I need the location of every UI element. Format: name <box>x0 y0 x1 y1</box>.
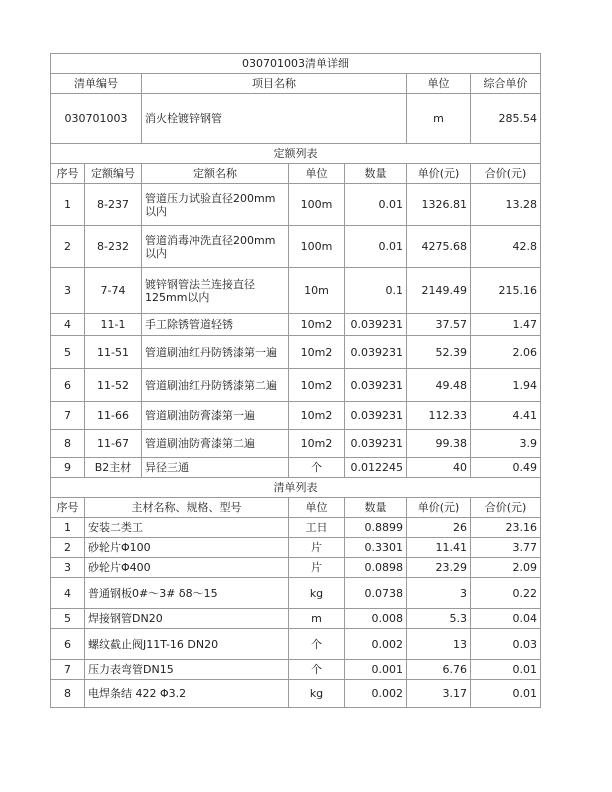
material-total: 0.01 <box>471 680 541 708</box>
quota-unit: 10m2 <box>289 369 345 402</box>
quota-row <box>51 268 541 314</box>
quota-price: 2149.49 <box>407 268 471 314</box>
quota-code: 11-66 <box>85 402 142 430</box>
quota-col-no: 序号 <box>51 164 85 184</box>
quota-qty: 0.039231 <box>345 430 407 458</box>
material-row <box>51 629 541 660</box>
quota-unit: 100m <box>289 226 345 268</box>
quota-total: 215.16 <box>471 268 541 314</box>
quota-unit: 个 <box>289 458 345 478</box>
material-row-no: 8 <box>51 680 85 708</box>
quota-name: 异径三通 <box>142 458 289 478</box>
quota-row-no: 5 <box>51 336 85 369</box>
material-qty: 0.001 <box>345 660 407 680</box>
table-body <box>51 54 541 708</box>
material-name: 焊接钢管DN20 <box>85 609 289 629</box>
quota-unit: 10m2 <box>289 402 345 430</box>
material-qty: 0.0738 <box>345 578 407 609</box>
quota-price: 37.57 <box>407 314 471 336</box>
material-price: 5.3 <box>407 609 471 629</box>
material-unit: 个 <box>289 660 345 680</box>
quota-row <box>51 402 541 430</box>
quota-col-qty: 数量 <box>345 164 407 184</box>
quota-code: 7-74 <box>85 268 142 314</box>
bill-detail-sheet <box>50 53 540 708</box>
materials-section-title: 清单列表 <box>51 478 541 498</box>
quota-price: 52.39 <box>407 336 471 369</box>
material-row <box>51 660 541 680</box>
quota-name: 管道刷油红丹防锈漆第二遍 <box>142 369 289 402</box>
quota-col-name: 定额名称 <box>142 164 289 184</box>
unit-price-value: 285.54 <box>471 94 541 144</box>
quota-unit: 10m <box>289 268 345 314</box>
quota-total: 13.28 <box>471 184 541 226</box>
quota-row-no: 6 <box>51 369 85 402</box>
quota-price: 112.33 <box>407 402 471 430</box>
material-row <box>51 538 541 558</box>
material-unit: 个 <box>289 629 345 660</box>
material-total: 3.77 <box>471 538 541 558</box>
material-price: 11.41 <box>407 538 471 558</box>
quota-unit: 10m2 <box>289 430 345 458</box>
header-label-row <box>51 74 541 94</box>
quota-qty: 0.012245 <box>345 458 407 478</box>
quota-col-total: 合价(元) <box>471 164 541 184</box>
quota-price: 99.38 <box>407 430 471 458</box>
quota-unit: 100m <box>289 184 345 226</box>
material-row-no: 5 <box>51 609 85 629</box>
material-price: 3 <box>407 578 471 609</box>
quota-column-header-row <box>51 164 541 184</box>
quota-col-price: 单价(元) <box>407 164 471 184</box>
title-row <box>51 54 541 74</box>
quota-col-unit: 单位 <box>289 164 345 184</box>
material-unit: 片 <box>289 538 345 558</box>
quota-total: 4.41 <box>471 402 541 430</box>
quota-price: 4275.68 <box>407 226 471 268</box>
quota-row-no: 8 <box>51 430 85 458</box>
material-qty: 0.3301 <box>345 538 407 558</box>
quota-section-title: 定额列表 <box>51 144 541 164</box>
quota-row-no: 4 <box>51 314 85 336</box>
quota-code: B2主材 <box>85 458 142 478</box>
material-total: 0.22 <box>471 578 541 609</box>
quota-code: 11-52 <box>85 369 142 402</box>
material-row <box>51 578 541 609</box>
quota-qty: 0.1 <box>345 268 407 314</box>
bill-code-label: 清单编号 <box>51 74 142 94</box>
material-row-no: 3 <box>51 558 85 578</box>
quota-code: 11-51 <box>85 336 142 369</box>
quota-row <box>51 226 541 268</box>
material-row-no: 4 <box>51 578 85 609</box>
quota-total: 0.49 <box>471 458 541 478</box>
quota-qty: 0.039231 <box>345 402 407 430</box>
quota-total: 42.8 <box>471 226 541 268</box>
quota-unit: 10m2 <box>289 314 345 336</box>
quota-price: 40 <box>407 458 471 478</box>
material-col-qty: 数量 <box>345 498 407 518</box>
material-qty: 0.002 <box>345 680 407 708</box>
quota-code: 8-237 <box>85 184 142 226</box>
materials-section-row <box>51 478 541 498</box>
material-qty: 0.002 <box>345 629 407 660</box>
material-total: 0.01 <box>471 660 541 680</box>
material-price: 26 <box>407 518 471 538</box>
quota-qty: 0.039231 <box>345 369 407 402</box>
quota-price: 1326.81 <box>407 184 471 226</box>
quota-total: 2.06 <box>471 336 541 369</box>
bill-detail-table <box>50 53 541 708</box>
material-name: 压力表弯管DN15 <box>85 660 289 680</box>
material-total: 0.04 <box>471 609 541 629</box>
material-col-name: 主材名称、规格、型号 <box>85 498 289 518</box>
material-qty: 0.008 <box>345 609 407 629</box>
material-total: 23.16 <box>471 518 541 538</box>
material-price: 13 <box>407 629 471 660</box>
material-unit: m <box>289 609 345 629</box>
quota-row <box>51 458 541 478</box>
quota-col-code: 定额编号 <box>85 164 142 184</box>
material-qty: 0.0898 <box>345 558 407 578</box>
material-name: 普通钢板0#～3# δ8～15 <box>85 578 289 609</box>
material-price: 23.29 <box>407 558 471 578</box>
quota-row <box>51 430 541 458</box>
quota-name: 管道刷油红丹防锈漆第一遍 <box>142 336 289 369</box>
bill-code-value: 030701003 <box>51 94 142 144</box>
quota-price: 49.48 <box>407 369 471 402</box>
sheet-title: 030701003清单详细 <box>51 54 541 74</box>
quota-code: 8-232 <box>85 226 142 268</box>
material-price: 3.17 <box>407 680 471 708</box>
material-name: 安装二类工 <box>85 518 289 538</box>
quota-qty: 0.039231 <box>345 336 407 369</box>
material-total: 0.03 <box>471 629 541 660</box>
material-name: 螺纹截止阀J11T-16 DN20 <box>85 629 289 660</box>
material-row <box>51 609 541 629</box>
quota-row-no: 2 <box>51 226 85 268</box>
quota-row <box>51 314 541 336</box>
unit-label: 单位 <box>407 74 471 94</box>
material-row-no: 1 <box>51 518 85 538</box>
quota-row <box>51 184 541 226</box>
quota-code: 11-67 <box>85 430 142 458</box>
quota-name: 管道刷油防膏漆第二遍 <box>142 430 289 458</box>
material-row-no: 6 <box>51 629 85 660</box>
material-unit: 工日 <box>289 518 345 538</box>
material-total: 2.09 <box>471 558 541 578</box>
material-unit: 片 <box>289 558 345 578</box>
quota-code: 11-1 <box>85 314 142 336</box>
unit-value: m <box>407 94 471 144</box>
quota-qty: 0.01 <box>345 226 407 268</box>
header-value-row <box>51 94 541 144</box>
quota-row <box>51 336 541 369</box>
quota-row-no: 7 <box>51 402 85 430</box>
quota-name: 管道刷油防膏漆第一遍 <box>142 402 289 430</box>
quota-row-no: 1 <box>51 184 85 226</box>
quota-qty: 0.01 <box>345 184 407 226</box>
material-name: 电焊条结 422 Φ3.2 <box>85 680 289 708</box>
item-name-label: 项目名称 <box>142 74 407 94</box>
material-unit: kg <box>289 578 345 609</box>
quota-name: 管道消毒冲洗直径200mm以内 <box>142 226 289 268</box>
material-col-no: 序号 <box>51 498 85 518</box>
quota-name: 手工除锈管道轻锈 <box>142 314 289 336</box>
material-row <box>51 558 541 578</box>
quota-name: 镀锌钢管法兰连接直径125mm以内 <box>142 268 289 314</box>
material-col-price: 单价(元) <box>407 498 471 518</box>
material-unit: kg <box>289 680 345 708</box>
material-row <box>51 518 541 538</box>
quota-name: 管道压力试验直径200mm以内 <box>142 184 289 226</box>
material-price: 6.76 <box>407 660 471 680</box>
item-name-value: 消火栓镀锌钢管 <box>142 94 407 144</box>
material-row-no: 2 <box>51 538 85 558</box>
quota-row <box>51 369 541 402</box>
quota-total: 1.94 <box>471 369 541 402</box>
material-col-unit: 单位 <box>289 498 345 518</box>
materials-column-header-row <box>51 498 541 518</box>
material-name: 砂轮片Φ100 <box>85 538 289 558</box>
quota-total: 1.47 <box>471 314 541 336</box>
quota-qty: 0.039231 <box>345 314 407 336</box>
quota-row-no: 9 <box>51 458 85 478</box>
quota-unit: 10m2 <box>289 336 345 369</box>
quota-total: 3.9 <box>471 430 541 458</box>
material-row <box>51 680 541 708</box>
quota-row-no: 3 <box>51 268 85 314</box>
material-qty: 0.8899 <box>345 518 407 538</box>
quota-section-row <box>51 144 541 164</box>
material-name: 砂轮片Φ400 <box>85 558 289 578</box>
material-col-total: 合价(元) <box>471 498 541 518</box>
unit-price-label: 综合单价 <box>471 74 541 94</box>
material-row-no: 7 <box>51 660 85 680</box>
